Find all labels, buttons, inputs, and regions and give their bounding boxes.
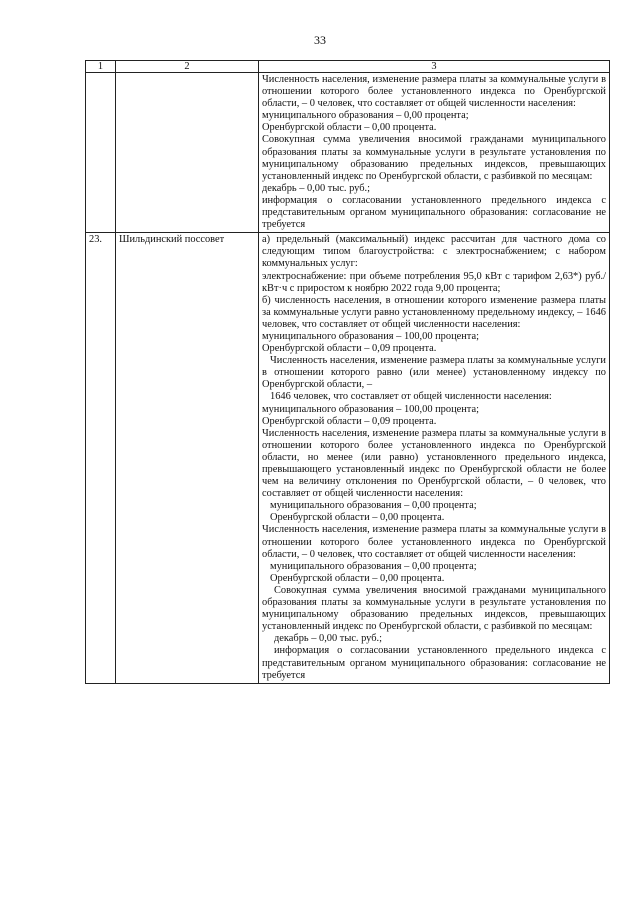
paragraph: Совокупная сумма увеличения вносимой гражданами муниципального образования платы за коммунальные услуги в результате установления по муниципальному образованию предельных индексов, превышающих установленный индекс по Оренбургской области, с разбивкой по месяцам: (262, 584, 606, 633)
description-cell (259, 233, 610, 683)
column-header-2: 2 (116, 61, 259, 73)
paragraph: электроснабжение: при объеме потребления 95,0 кВт с тарифом 2,63*) руб./кВт·ч с приростом к ноябрю 2022 года 9,00 процента; (262, 270, 606, 294)
data-table (85, 60, 610, 684)
table-header-row (86, 61, 610, 73)
paragraph: информация о согласовании установленного предельного индекса с представительным органом муниципального образования: согласование не требуется (262, 194, 606, 231)
paragraph: Численность населения, изменение размера платы за коммунальные услуги в отношении которого более установленного индекса по Оренбургской области, – 0 человек, что составляет от общей численности населения: (262, 74, 606, 110)
paragraph: а) предельный (максимальный) индекс рассчитан для частного дома со следующим типом благоустройства: с электроснабжением; с набором коммунальных услуг: (262, 234, 606, 270)
description-cell (259, 73, 610, 233)
paragraph: муниципального образования – 0,00 процента; (270, 500, 477, 512)
paragraph: муниципального образования – 100,00 процента; (262, 330, 479, 342)
paragraph: Оренбургской области – 0,00 процента. (270, 572, 445, 584)
paragraph: Численность населения, изменение размера платы за коммунальные услуги в отношении которого более установленного индекса по Оренбургской области, – 0 человек, что составляет от общей численности населения: (262, 524, 606, 560)
table-row-23 (86, 233, 610, 683)
paragraph: Оренбургской области – 0,09 процента. (262, 415, 437, 427)
row-number-cell (86, 73, 116, 233)
paragraph: б) численность населения, в отношении которого изменение размера платы за коммунальные услуги равно установленному предельному индексу, – 1646 человек, что составляет от общей численности населения: (262, 294, 606, 330)
paragraph: Оренбургской области – 0,00 процента. (262, 122, 437, 134)
paragraph: Совокупная сумма увеличения вносимой гражданами муниципального образования платы за коммунальные услуги в результате установления по муниципальному образованию предельных индексов, превышающих установленный индекс по Оренбургской области, с разбивкой по месяцам: (262, 134, 606, 182)
paragraph: информация о согласовании установленного предельного индекса с представительным органом муниципального образования: согласование не требуется (262, 645, 606, 681)
municipality-name-cell: Шильдинский поссовет (116, 233, 259, 683)
page-number: 33 (314, 33, 326, 47)
column-header-3: 3 (259, 61, 610, 73)
paragraph: декабрь – 0,00 тыс. руб.; (274, 633, 383, 645)
paragraph: декабрь – 0,00 тыс. руб.; (262, 182, 371, 194)
paragraph: муниципального образования – 0,00 процента; (262, 110, 469, 122)
paragraph: 1646 человек, что составляет от общей численности населения: (270, 391, 552, 403)
paragraph: муниципального образования – 100,00 процента; (262, 403, 479, 415)
column-header-1: 1 (86, 61, 116, 73)
row-number-cell: 23. (86, 233, 116, 683)
paragraph: Численность населения, изменение размера платы за коммунальные услуги в отношении которого более установленного индекса по Оренбургской области, но менее (или равно) установленного предельного индекса, превышающего установленный индекс по Оренбургской области не более чем на величину отклонения по Оренбургской области, – 0 человек, что составляет от общей численности населения: (262, 427, 606, 500)
table-row-continuation (86, 73, 610, 233)
paragraph: Оренбургской области – 0,09 процента. (262, 343, 437, 355)
paragraph: Оренбургской области – 0,00 процента. (270, 512, 445, 524)
paragraph: Численность населения, изменение размера платы за коммунальные услуги в отношении которого равно (или менее) установленному индексу по Оренбургской области, – (262, 355, 606, 391)
municipality-name-cell (116, 73, 259, 233)
paragraph: муниципального образования – 0,00 процента; (270, 560, 477, 572)
